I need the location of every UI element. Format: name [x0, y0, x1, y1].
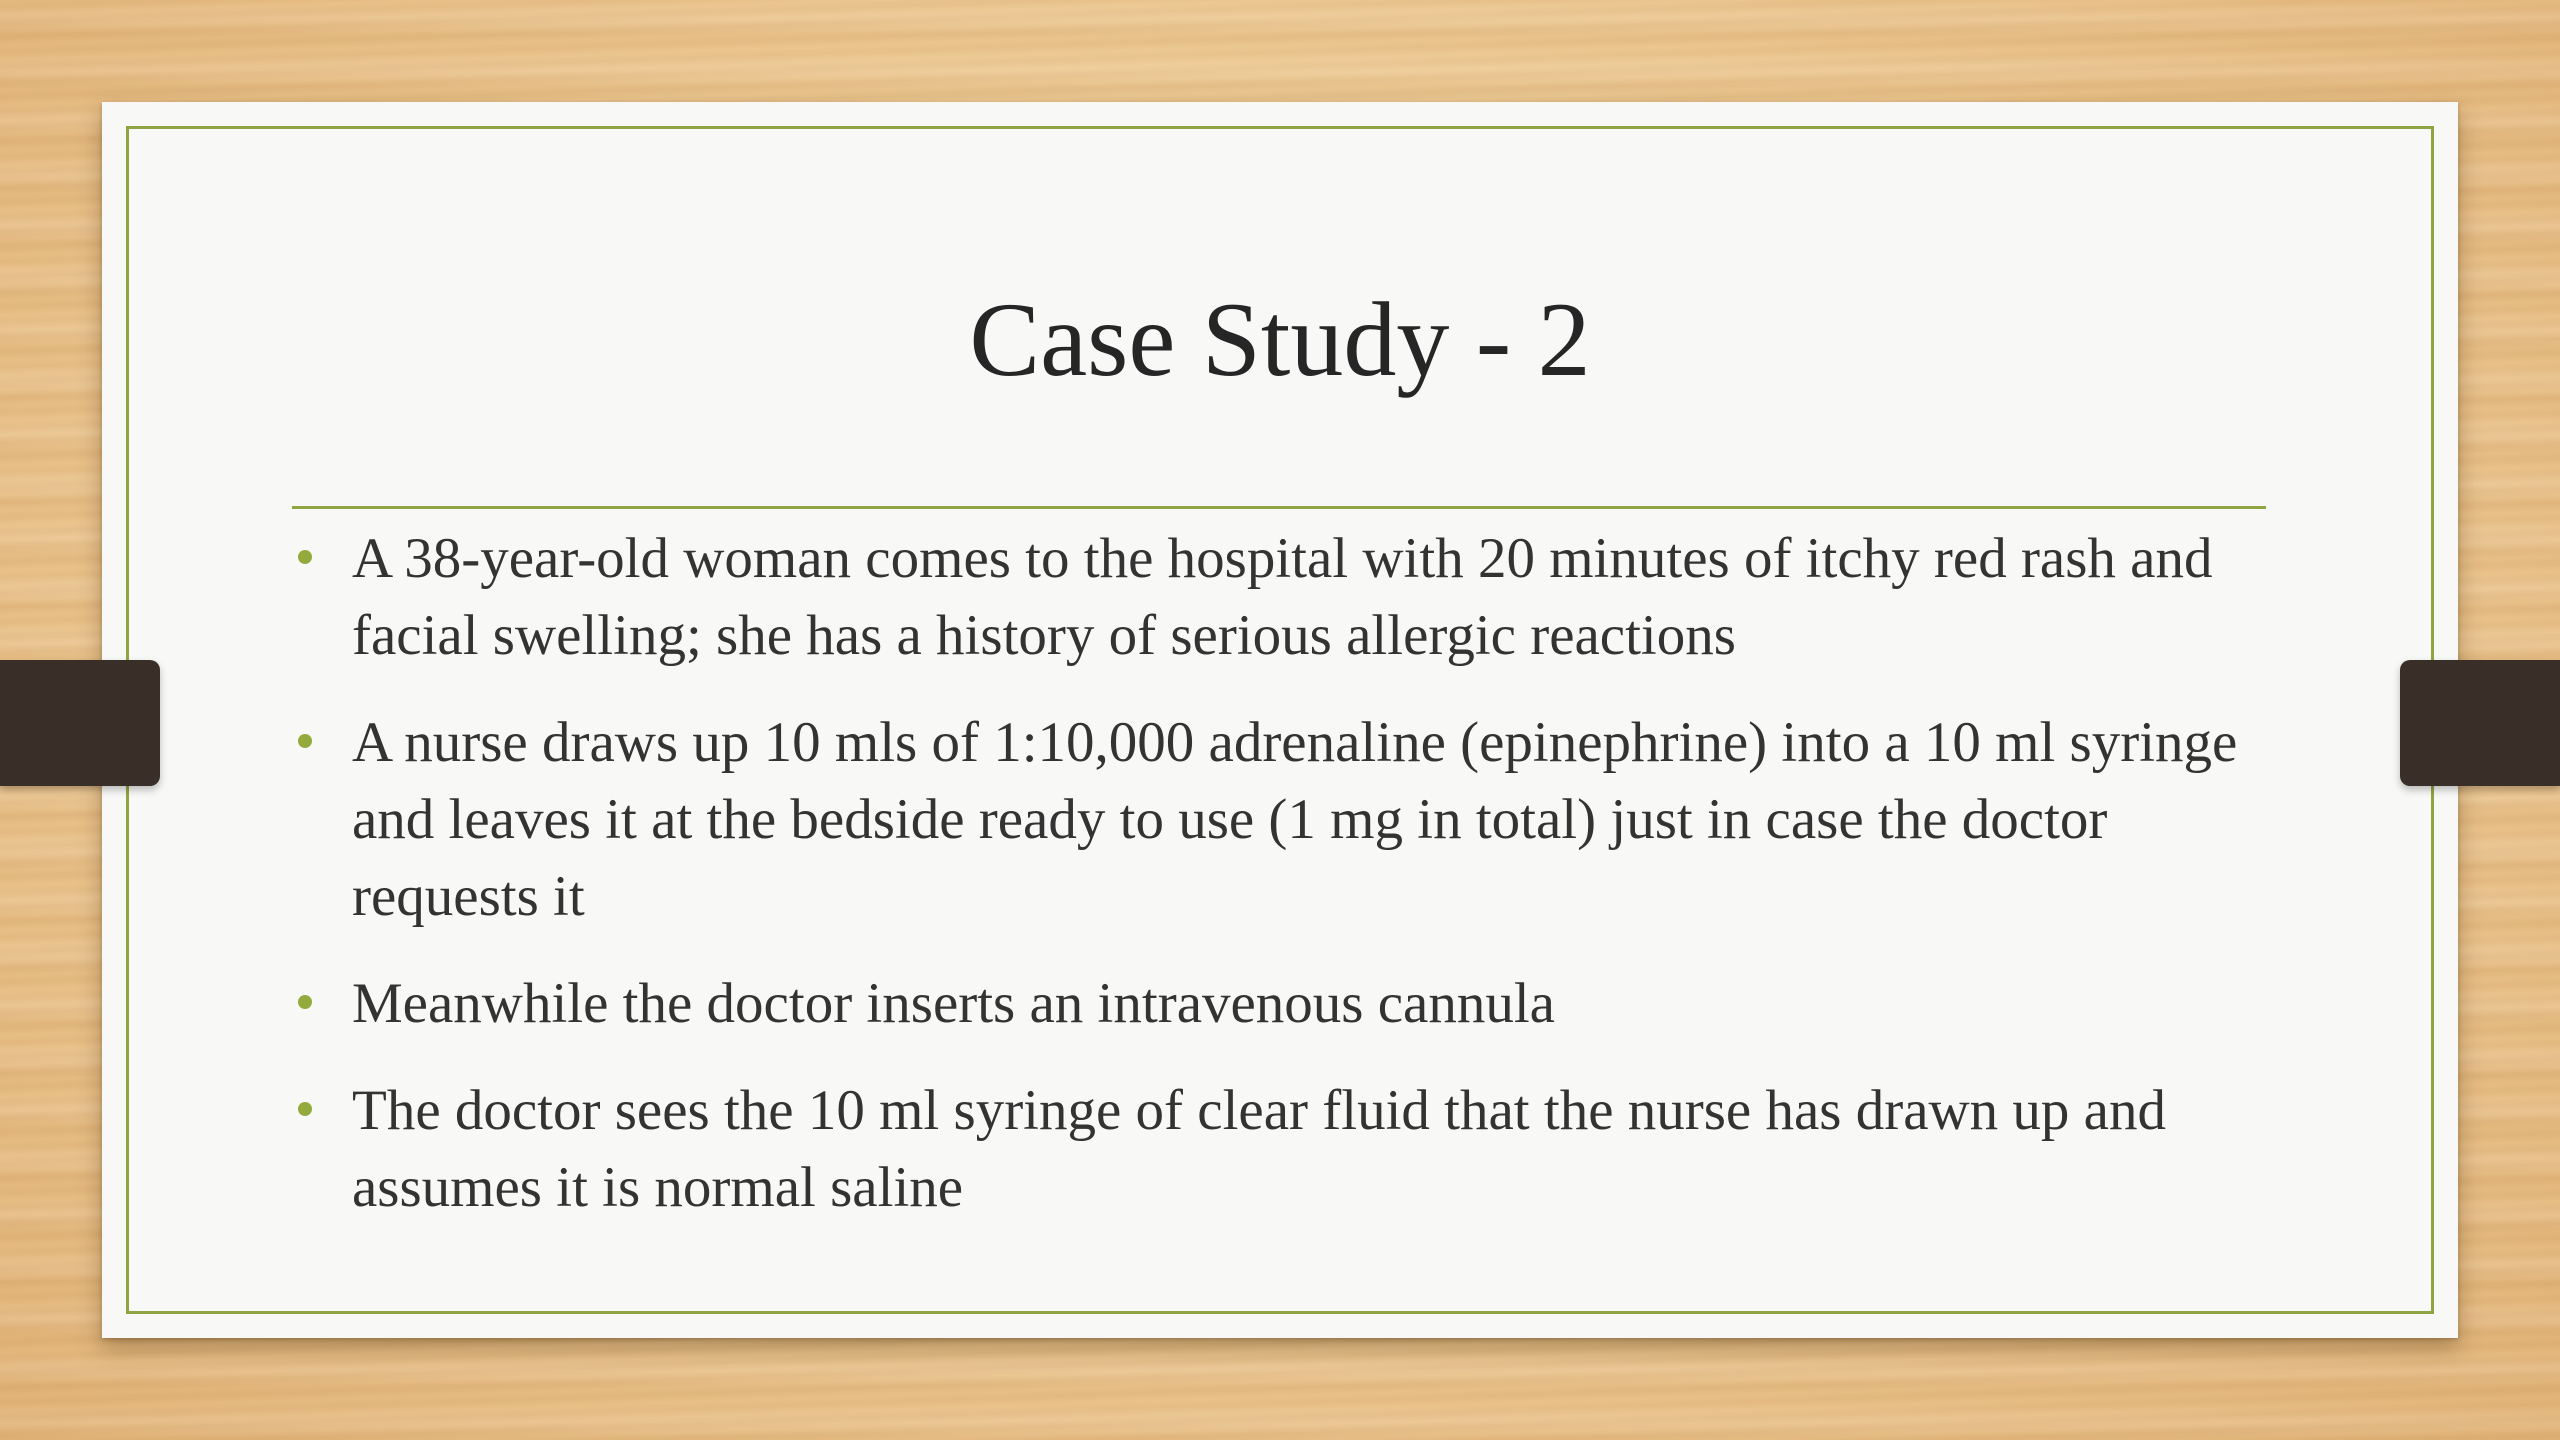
bullet-dot-icon: [298, 1102, 312, 1116]
bullet-dot-icon: [298, 550, 312, 564]
bullet-text: A nurse draws up 10 mls of 1:10,000 adrenaline (epinephrine) into a 10 ml syringe and leaves it at the bedside ready to use (1 mg in total) just in case the doctor requests it: [352, 711, 2238, 928]
bullet-dot-icon: [298, 734, 312, 748]
bullet-text: The doctor sees the 10 ml syringe of clear fluid that the nurse has drawn up and assumes it is normal saline: [352, 1079, 2166, 1219]
bullet-text: A 38-year-old woman comes to the hospital with 20 minutes of itchy red rash and facial swelling; she has a history of serious allergic reactions: [352, 527, 2213, 667]
right-binder-clip: [2400, 660, 2560, 786]
left-binder-clip: [0, 660, 160, 786]
bullet-list: [292, 520, 2282, 1256]
bullet-text: Meanwhile the doctor inserts an intravenous cannula: [352, 972, 1555, 1035]
bullet-item: [292, 1072, 2282, 1226]
bullet-item: [292, 520, 2282, 674]
bullet-item: [292, 704, 2282, 935]
bullet-dot-icon: [298, 995, 312, 1009]
slide: [102, 102, 2458, 1338]
bullet-item: [292, 965, 2282, 1042]
slide-title: Case Study - 2: [969, 281, 1591, 398]
title-divider: [292, 506, 2266, 509]
